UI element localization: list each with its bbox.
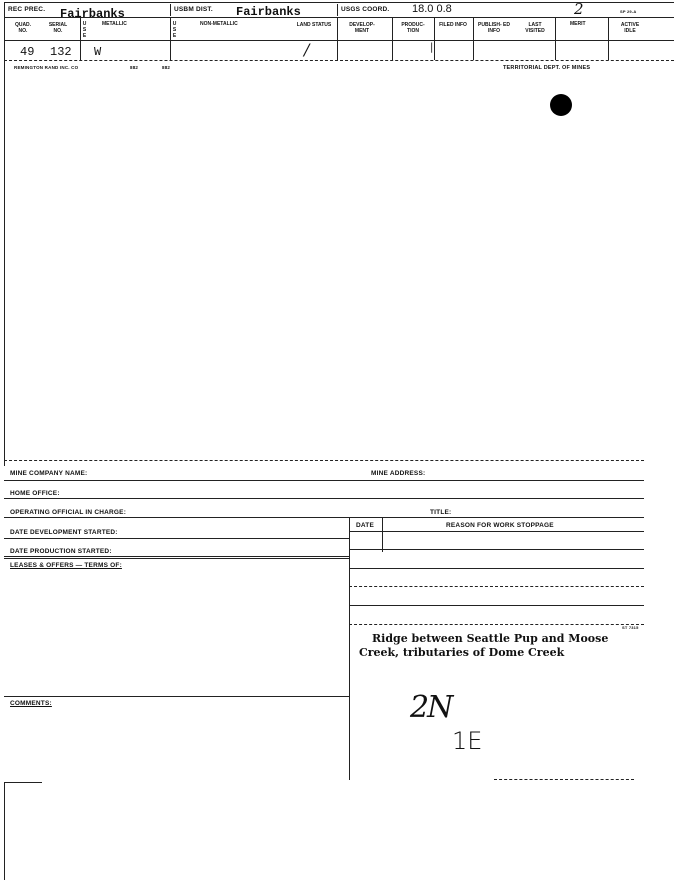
reason-stoppage-header: REASON FOR WORK STOPPAGE — [446, 522, 554, 529]
development-line — [4, 538, 349, 539]
row-filed-info-mark: | — [430, 42, 434, 53]
col-div-1 — [80, 18, 81, 60]
stoppage-header-line — [349, 531, 644, 532]
mine-address-label: MINE ADDRESS: — [371, 470, 426, 477]
company-line — [4, 480, 644, 481]
row-land-status-mark: / — [304, 40, 310, 59]
title-label: TITLE: — [430, 509, 452, 516]
col-serial-no: SERIAL NO. — [48, 22, 68, 34]
col-merit: MERIT — [570, 21, 586, 27]
bottom-right-line — [494, 779, 634, 780]
usgs-coord-value: 18.0 0.8 — [412, 3, 452, 15]
col-development: DEVELOP- MENT — [349, 22, 375, 34]
col-use-1: U S E — [82, 21, 87, 39]
col-div-8 — [608, 18, 609, 60]
mine-company-name-label: MINE COMPANY NAME: — [10, 470, 88, 477]
col-non-metallic: NON-METALLIC — [200, 21, 238, 27]
col-quad-no: QUAD. NO. — [14, 22, 32, 34]
section-top-line — [4, 460, 644, 461]
location-line-1: Ridge between Seattle Pup and Moose — [372, 632, 609, 645]
col-production: PRODUC- TION — [401, 22, 425, 34]
location-line-2: Creek, tributaries of Dome Creek — [359, 646, 565, 659]
production-line-double — [4, 558, 349, 559]
col-published-info: PUBLISH- ED INFO — [478, 22, 510, 34]
stoppage-row-4 — [349, 605, 644, 606]
col-div-7 — [555, 18, 556, 60]
official-line — [4, 517, 644, 518]
punch-hole — [550, 94, 572, 116]
printer-line-left: REMINGTON RAND INC. CO — [14, 65, 79, 70]
comments-label: COMMENTS: — [10, 700, 52, 707]
col-div-4 — [392, 18, 393, 60]
rec-prec-value: Fairbanks — [60, 7, 125, 21]
col-div-3 — [337, 18, 338, 60]
col-use-2: U S E — [172, 21, 177, 39]
col-filed-info: FILED INFO — [439, 22, 467, 28]
usgs-coord-label: USGS COORD. — [341, 6, 390, 13]
printer-num-1: 882 — [130, 65, 139, 70]
home-office-line — [4, 498, 644, 499]
col-metallic: METALLIC — [102, 21, 127, 27]
col-div-5 — [434, 18, 435, 60]
rec-prec-label: REC PREC. — [8, 6, 46, 13]
date-development-label: DATE DEVELOPMENT STARTED: — [10, 529, 118, 536]
date-production-label: DATE PRODUCTION STARTED: — [10, 548, 112, 555]
handwritten-township: 2N — [410, 690, 452, 725]
left-border — [4, 2, 5, 466]
stoppage-row-2 — [349, 568, 644, 569]
date-column-divider — [382, 518, 383, 552]
leases-offers-label: LEASES & OFFERS — TERMS OF: — [10, 562, 122, 569]
handwritten-range: 1E — [452, 727, 483, 755]
bottom-corner-line — [4, 782, 42, 783]
form-code: SP 29-A — [620, 9, 637, 14]
printer-num-2: 882 — [162, 65, 171, 70]
header-divider-2 — [337, 4, 338, 16]
row-bottom-line — [4, 60, 674, 61]
merit-mark: 2 — [574, 0, 584, 18]
location-code: ST 7315 — [622, 625, 639, 630]
operating-official-label: OPERATING OFFICIAL IN CHARGE: — [10, 509, 127, 516]
col-land-status: LAND STATUS — [296, 22, 332, 28]
header-line-2 — [4, 17, 674, 18]
comments-top-line — [4, 696, 349, 697]
row-serial-no: 132 — [50, 45, 72, 59]
date-header: DATE — [356, 522, 375, 529]
stoppage-row-5 — [349, 624, 644, 625]
col-active-idle: ACTIVE IDLE — [620, 22, 640, 34]
row-quad-no: 49 — [20, 45, 35, 59]
stoppage-row-1 — [349, 549, 644, 550]
usbm-dist-value: Fairbanks — [236, 5, 301, 19]
col-div-2 — [170, 18, 171, 60]
production-line — [4, 556, 349, 557]
home-office-label: HOME OFFICE: — [10, 490, 60, 497]
col-last-visited: LAST VISITED — [525, 22, 545, 34]
usbm-dist-label: USBM DIST. — [174, 6, 213, 13]
row-metallic-code: W — [94, 45, 102, 59]
center-divider — [349, 518, 350, 780]
left-border-lower — [4, 782, 5, 880]
col-div-6 — [473, 18, 474, 60]
stoppage-row-3 — [349, 586, 644, 587]
territorial-dept: TERRITORIAL DEPT. OF MINES — [503, 65, 591, 71]
column-header-bottom — [4, 40, 674, 41]
header-divider-1 — [170, 4, 171, 16]
